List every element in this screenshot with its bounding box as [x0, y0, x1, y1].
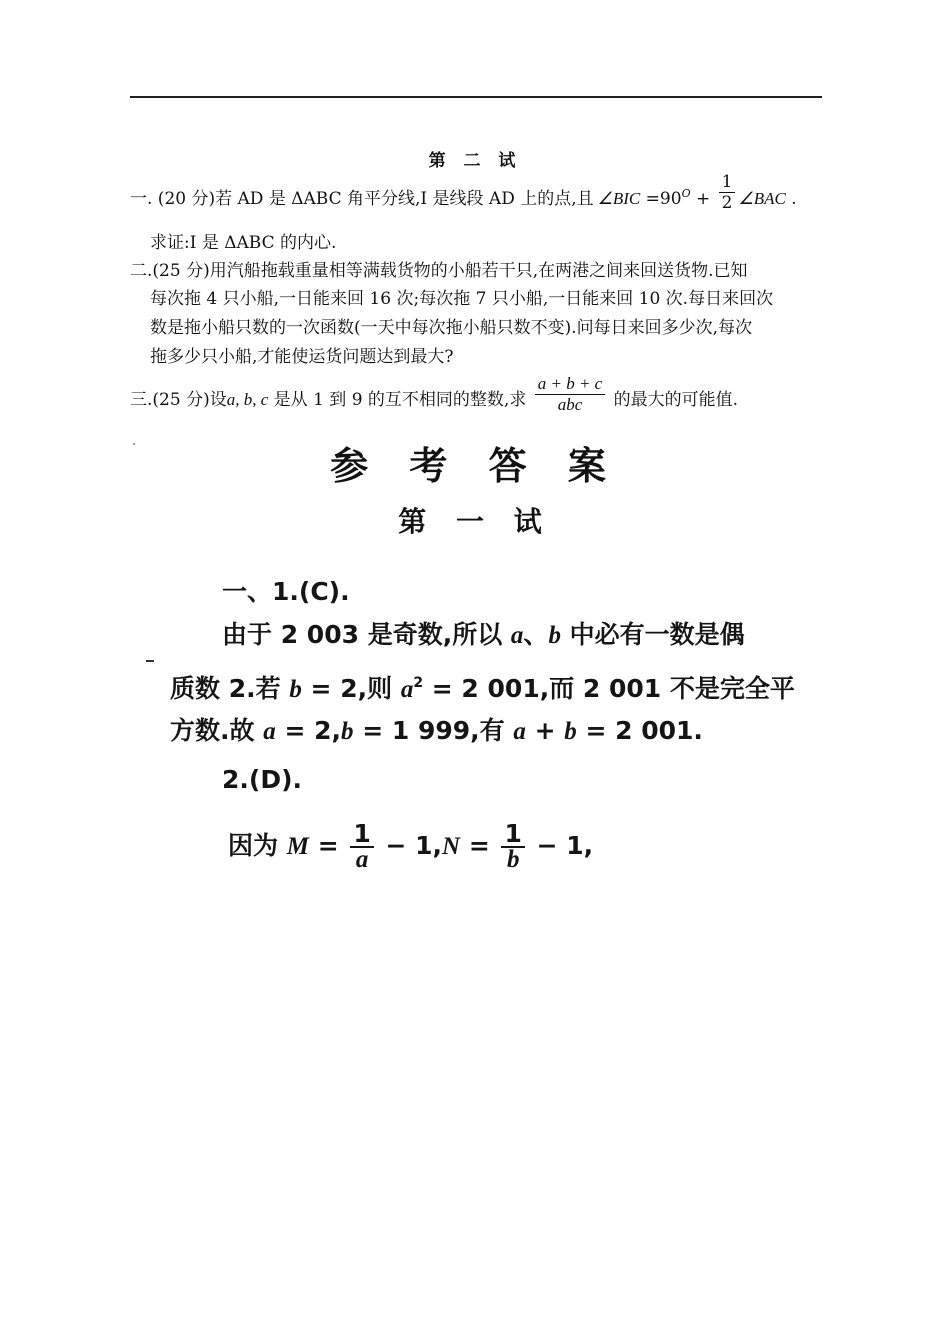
var-a: a — [400, 676, 414, 703]
problem-3-denominator: abc — [557, 395, 583, 414]
half-fraction — [719, 172, 736, 213]
problem-1-line-1 — [130, 172, 797, 213]
answer-1-l3e: = 1 999,有 — [362, 716, 505, 745]
var-b: b — [564, 718, 577, 745]
answer-1-l2a: 质数 2.若 — [170, 674, 281, 703]
enum-comma: 、 — [523, 620, 549, 649]
half-numerator: 1 — [719, 172, 736, 193]
problem-1-prefix: 一. (20 分)若 AD 是 ΔABC 角平分线,I 是线段 AD 上的点,且 — [130, 189, 594, 209]
plus-sign: + — [534, 716, 556, 745]
problem-3-prefix: 三.(25 分)设 — [130, 390, 227, 410]
half-denominator: 2 — [721, 193, 733, 213]
tail-1: − 1, — [385, 831, 443, 860]
answers-subtitle: 第 一 试 — [398, 505, 552, 538]
frac-1-den: a — [355, 846, 369, 873]
problem-2-line-4: 拖多少只小船,才能使运货问题达到最大? — [150, 347, 454, 367]
answer-1-l2c: = 2,则 — [310, 674, 393, 703]
frac-2-num: 1 — [501, 822, 524, 848]
var-b: b — [340, 718, 354, 745]
frac-2-den: b — [506, 846, 520, 873]
answer-1-line-3 — [170, 716, 703, 747]
var-M: M — [286, 833, 309, 860]
angle-bic: ∠BIC — [597, 189, 641, 208]
var-b: b — [289, 676, 302, 703]
answer-2-heading: 2.(D). — [222, 765, 302, 794]
equals: = — [468, 831, 490, 860]
answers-title: 参 考 答 案 — [330, 443, 620, 488]
problem-3-vars: a, b, c — [226, 390, 269, 409]
answer-1-l3c: = 2, — [284, 716, 341, 745]
answer-1-line-2 — [170, 668, 795, 705]
equals-90: =90 — [645, 189, 682, 209]
degree-mark: O — [681, 187, 691, 200]
answer-1-l1e: 中必有一数是偶 — [569, 620, 745, 649]
frac-1-num: 1 — [350, 822, 373, 848]
answer-1-l3i: = 2 001. — [585, 716, 703, 745]
fraction-1-over-b — [501, 819, 524, 873]
var-a: a — [263, 718, 276, 745]
period: . — [791, 189, 797, 209]
angle-bac: ∠BAC — [738, 189, 786, 208]
fraction-1-over-a — [350, 819, 373, 873]
problem-3-mid: 是从 1 到 9 的互不相同的整数,求 — [273, 390, 527, 410]
answer-1-heading: 一、1.(C). — [222, 577, 350, 606]
margin-dash — [146, 660, 154, 662]
exponent-2: 2 — [413, 675, 424, 691]
problem-1-line-2: 求证:I 是 ΔABC 的内心. — [150, 233, 337, 253]
var-a: a — [513, 718, 526, 745]
problem-3-numerator: a + b + c — [535, 374, 606, 395]
problem-2-line-3: 数是拖小船只数的一次函数(一天中每次拖小船只数不变).问每日来回多少次,每次 — [150, 318, 753, 338]
answer-1-l1a: 由于 2 003 是奇数,所以 — [222, 620, 503, 649]
problem-2-line-1: 二.(25 分)用汽船拖载重量相等满载货物的小船若干只,在两港之间来回送货物.已知 — [130, 261, 748, 281]
var-a: a — [510, 622, 524, 649]
problem-3-fraction — [535, 374, 606, 415]
answer-2-because: 因为 — [228, 831, 279, 860]
problem-3-line — [130, 374, 739, 415]
problem-2-line-2: 每次拖 4 只小船,一日能来回 16 次;每次拖 7 只小船,一日能来回 10 次.每日来回次 — [150, 289, 774, 309]
section-title: 第 二 试 — [428, 151, 522, 171]
plus-sign: + — [696, 189, 711, 209]
answer-1-l2f: = 2 001,而 2 001 不是完全平 — [431, 674, 795, 703]
header-rule — [130, 96, 822, 98]
problem-3-suffix: 的最大的可能值. — [613, 390, 739, 410]
var-b: b — [548, 622, 561, 649]
answer-2-line — [228, 819, 594, 873]
answer-1-line-1 — [222, 620, 745, 651]
var-N: N — [442, 833, 461, 860]
tail-2: − 1, — [536, 831, 594, 860]
answer-1-l3a: 方数.故 — [170, 716, 255, 745]
equals: = — [317, 831, 339, 860]
